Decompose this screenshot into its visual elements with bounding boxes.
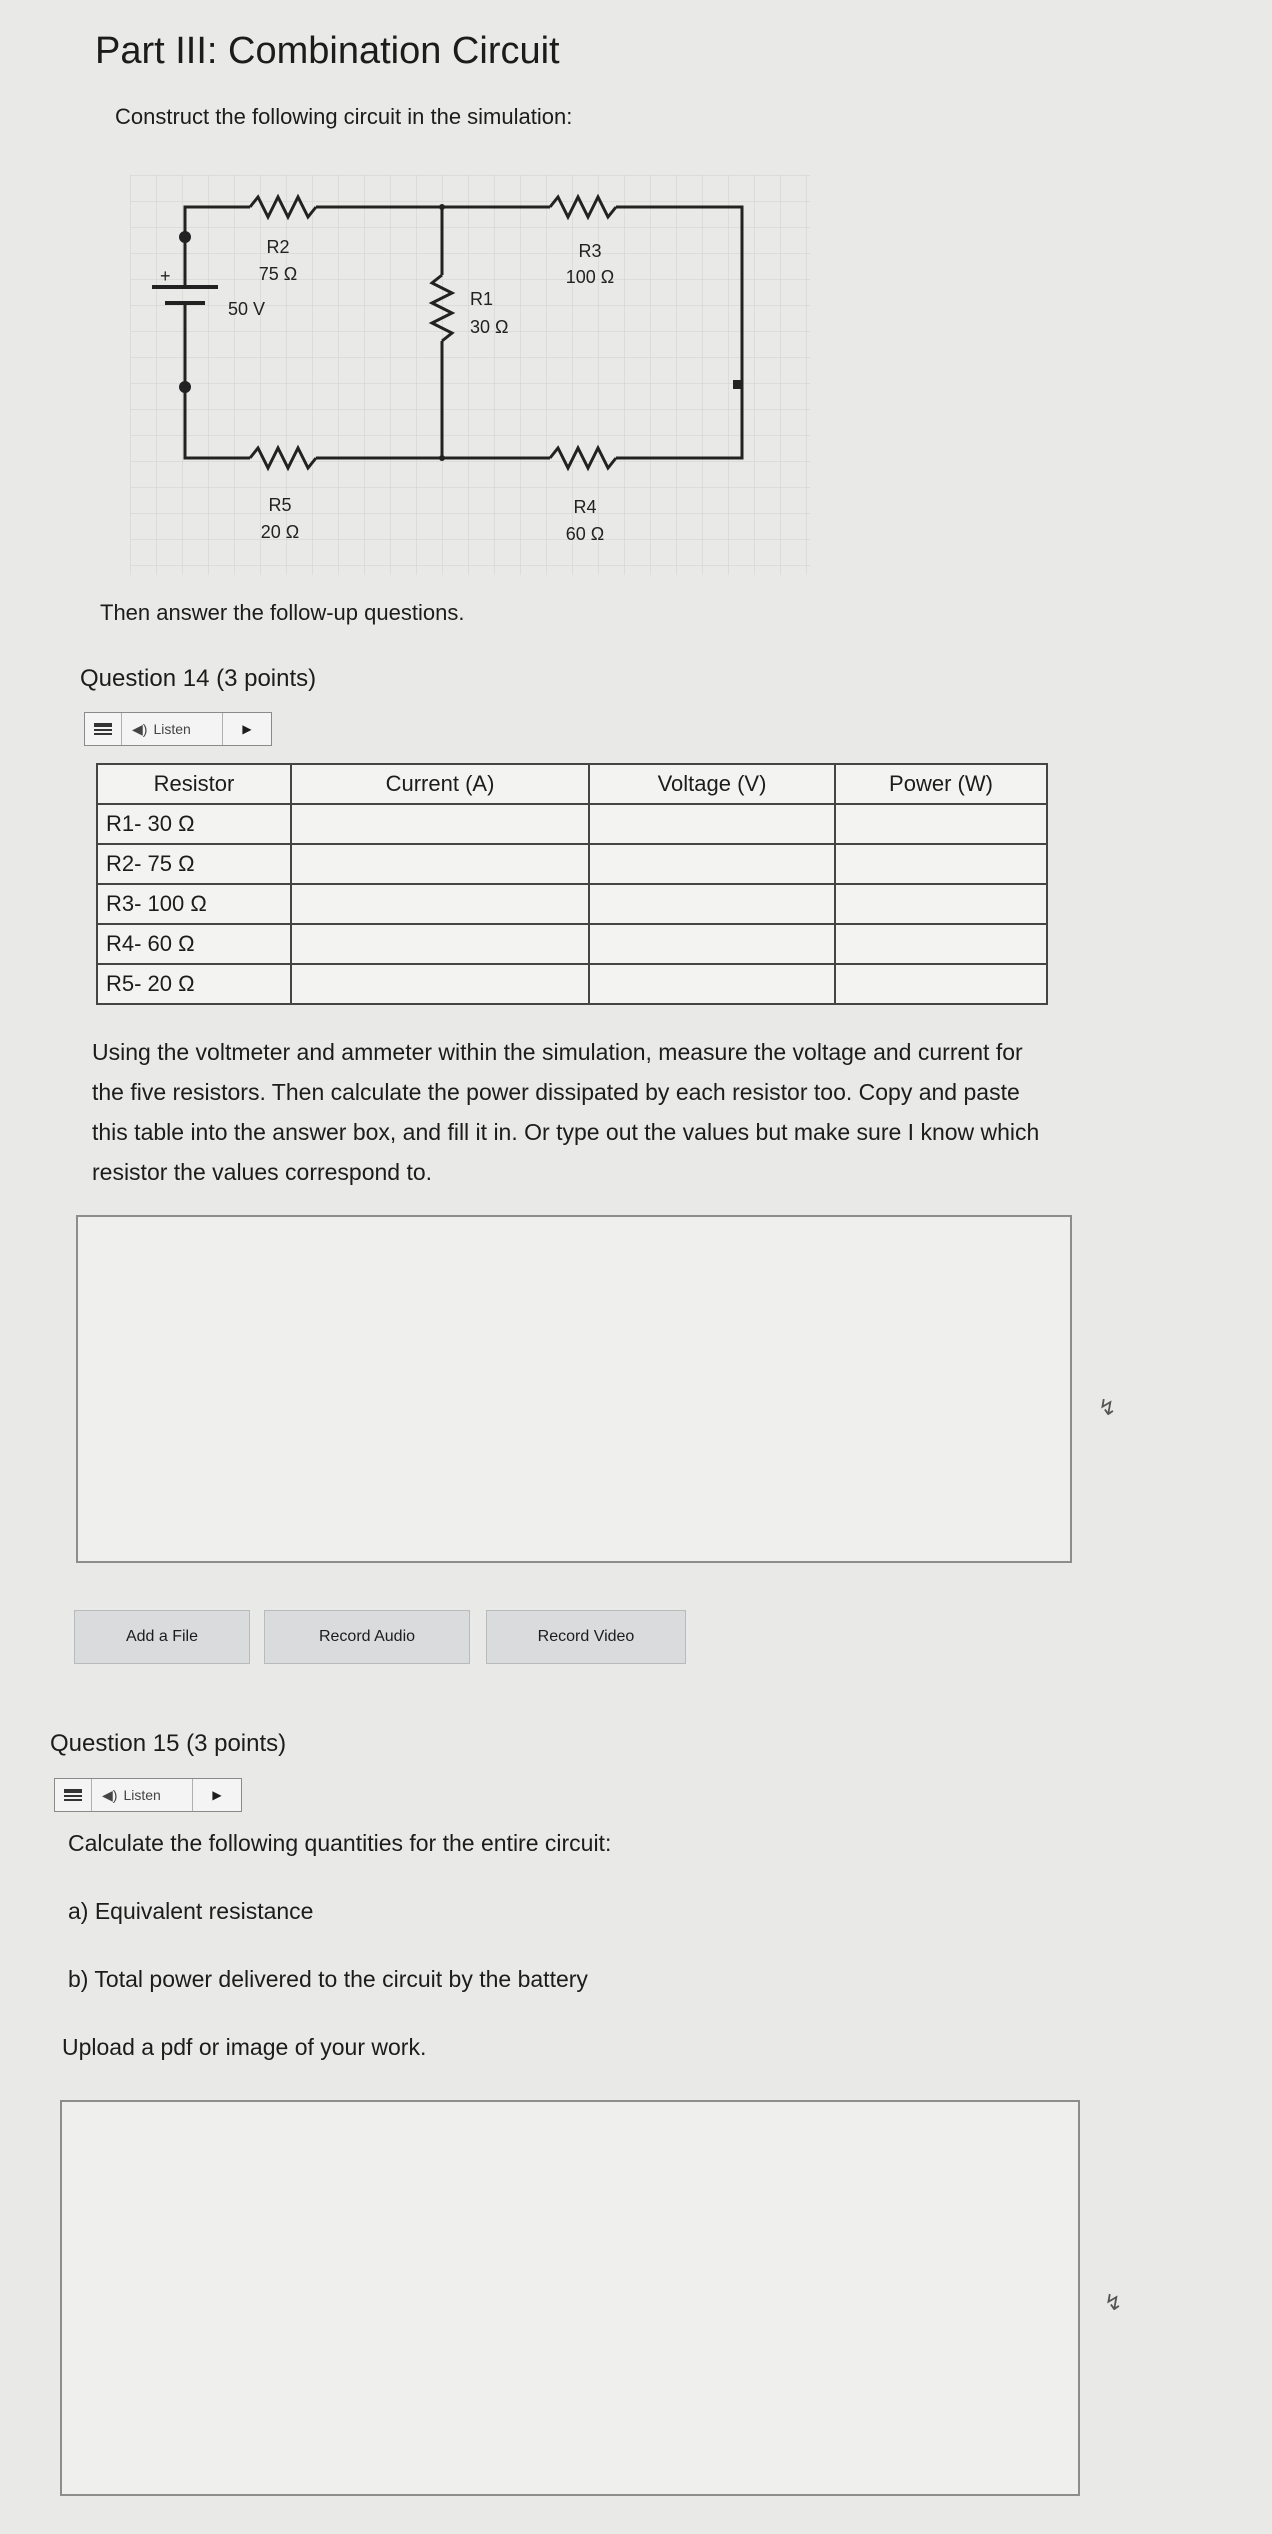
r2-name-label: R2 [266, 237, 290, 257]
r2-value-label: 75 Ω [258, 264, 298, 284]
table-row [97, 804, 1047, 844]
cell-current [291, 884, 589, 924]
cell-power [835, 964, 1047, 1004]
cell-voltage [589, 804, 835, 844]
answer-box-q15[interactable] [60, 2100, 1080, 2496]
cell-voltage [589, 924, 835, 964]
cell-power [835, 804, 1047, 844]
junction-top [439, 204, 445, 210]
question-15-title: Question 15 (3 points) [50, 1730, 287, 1757]
cell-current [291, 804, 589, 844]
question-14-instructions: Using the voltmeter and ammeter within the simulation, measure the voltage and current for the five resistors. Then calculate the power dissipated by each resistor too. Copy and paste this table into the answer box, and fill it in. Or type out the values but make sure I know which resistor the values correspond to. [92, 1039, 1040, 1185]
cell-power [835, 924, 1047, 964]
cell-power [835, 884, 1047, 924]
row-label: R5- 20 Ω [97, 964, 291, 1004]
speaker-icon: ◀) [102, 1786, 118, 1803]
spellcheck-icon[interactable]: ↯ [1098, 1395, 1117, 1420]
r3-value-label: 100 Ω [565, 267, 615, 287]
instruction-text: Construct the following circuit in the simulation: [115, 104, 573, 129]
listen-button[interactable] [122, 713, 222, 745]
question-14-title: Question 14 (3 points) [80, 665, 317, 692]
table-row [97, 964, 1047, 1004]
question-15-part-a: a) Equivalent resistance [68, 1898, 314, 1924]
battery-voltage-label: 50 V [228, 299, 266, 319]
text-menu-icon[interactable] [55, 1779, 92, 1811]
table-header-row [97, 764, 1047, 804]
r4-value-label: 60 Ω [565, 524, 605, 544]
follow-up-text: Then answer the follow-up questions. [100, 600, 465, 625]
grid-background [130, 175, 810, 575]
row-label: R1- 30 Ω [97, 804, 291, 844]
speaker-icon: ◀) [132, 720, 148, 737]
cell-voltage [589, 844, 835, 884]
resistor-table [96, 763, 1048, 1005]
listen-widget-q15[interactable] [54, 1778, 242, 1812]
header-current: Current (A) [291, 764, 589, 804]
table-row [97, 884, 1047, 924]
add-file-button[interactable]: Add a File [74, 1610, 250, 1664]
header-voltage: Voltage (V) [589, 764, 835, 804]
table-row [97, 844, 1047, 884]
question-15-upload-note: Upload a pdf or image of your work. [62, 2034, 427, 2060]
cell-current [291, 924, 589, 964]
part-title: Part III: Combination Circuit [95, 30, 560, 72]
cell-voltage [589, 964, 835, 1004]
cell-voltage [589, 884, 835, 924]
play-icon[interactable]: ▶ [222, 713, 271, 745]
battery-plus-label: + [160, 266, 171, 286]
spellcheck-icon[interactable]: ↯ [1104, 2290, 1123, 2315]
listen-widget-q14[interactable] [84, 712, 272, 746]
table-row [97, 924, 1047, 964]
r1-value-label: 30 Ω [470, 317, 509, 337]
listen-label: Listen [123, 1787, 161, 1803]
row-label: R3- 100 Ω [97, 884, 291, 924]
r5-value-label: 20 Ω [260, 522, 300, 542]
switch-marker [733, 380, 742, 389]
r3-name-label: R3 [578, 241, 602, 261]
header-power: Power (W) [835, 764, 1047, 804]
row-label: R4- 60 Ω [97, 924, 291, 964]
answer-box-q14[interactable] [76, 1215, 1072, 1563]
record-video-button[interactable]: Record Video [486, 1610, 686, 1664]
cell-current [291, 844, 589, 884]
listen-label: Listen [153, 721, 191, 737]
r4-name-label: R4 [573, 497, 597, 517]
r1-name-label: R1 [470, 289, 494, 309]
text-menu-icon[interactable] [85, 713, 122, 745]
cell-power [835, 844, 1047, 884]
question-15-part-b: b) Total power delivered to the circuit by the battery [68, 1966, 588, 1992]
play-icon[interactable]: ▶ [192, 1779, 241, 1811]
listen-button[interactable] [92, 1779, 192, 1811]
r5-name-label: R5 [268, 495, 292, 515]
battery-terminal-top [179, 231, 191, 243]
circuit-diagram [130, 175, 810, 575]
row-label: R2- 75 Ω [97, 844, 291, 884]
battery-terminal-bottom [179, 381, 191, 393]
header-resistor: Resistor [97, 764, 291, 804]
junction-bottom [439, 455, 445, 461]
record-audio-button[interactable]: Record Audio [264, 1610, 470, 1664]
cell-current [291, 964, 589, 1004]
question-15-prompt: Calculate the following quantities for the entire circuit: [68, 1830, 612, 1856]
